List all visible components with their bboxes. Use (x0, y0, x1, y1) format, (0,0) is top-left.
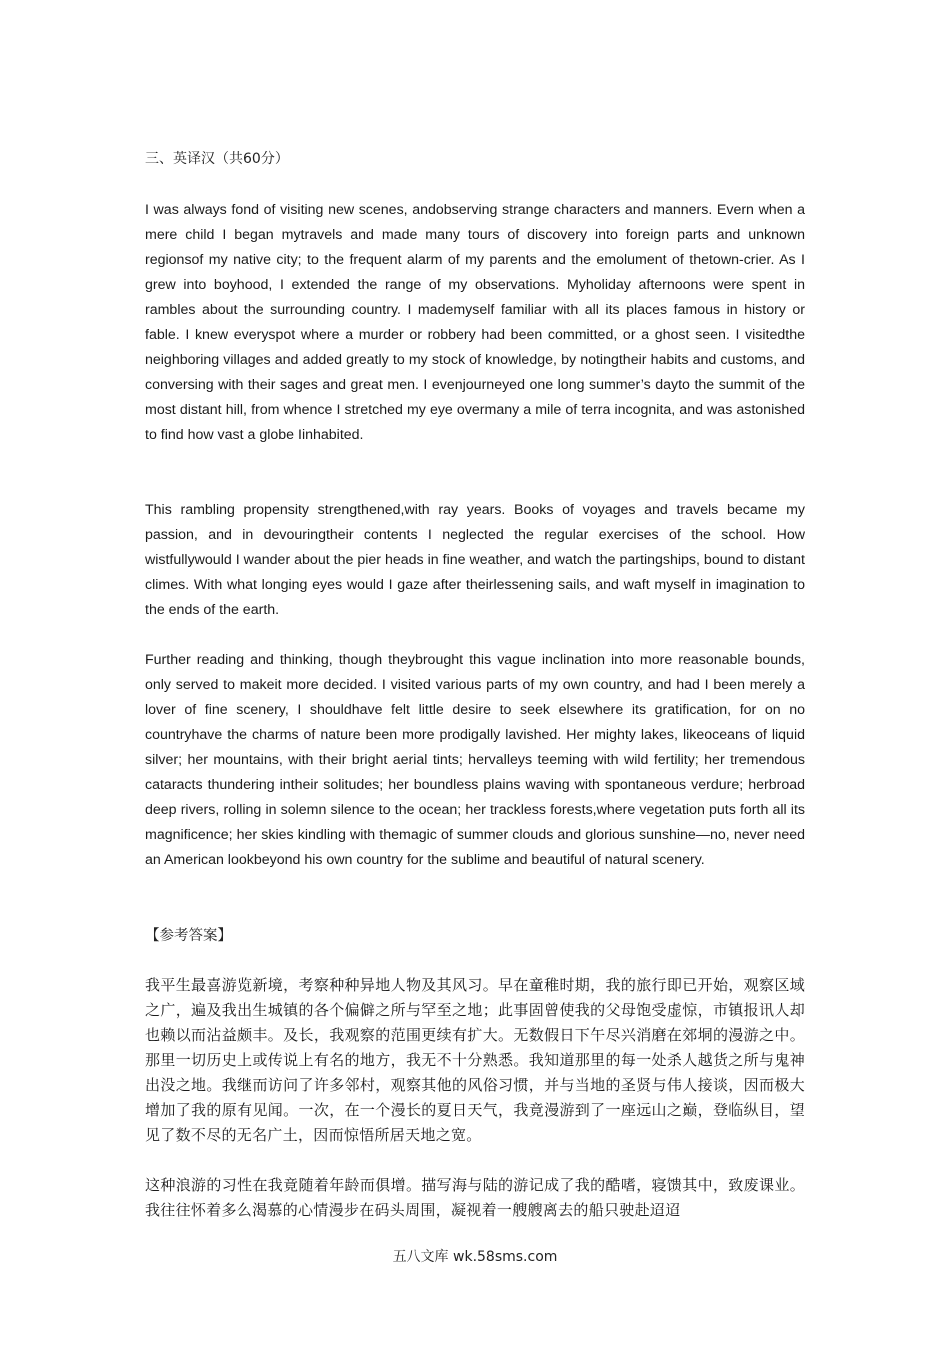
section-title: 三、英译汉（共60分） (145, 151, 289, 167)
english-paragraph-3: Further reading and thinking, though theybrought this vague inclination into more reasonable bounds, only served to makeit more decided. I visited various parts of my own country, and had I been merely a lover of fine scenery, I shouldhave felt little desire to seek elsewhere its gratification, for on no countryhave the charms of nature been more prodigally lavished. Her mighty lakes, likeoceans of liquid silver; her mountains, with their bright aerial tints; hervalleys teeming with wild fertility; her tremendous cataracts thundering intheir solitudes; her boundless plains waving with spontaneous verdure; herbroad deep rivers, rolling in solemn silence to the ocean; her trackless forests,where vegetation puts forth all its magnificence; her skies kindling with themagic of summer clouds and glorious sunshine—no, never need an American lookbeyond his own country for the sublime and beautiful of natural scenery. (145, 652, 805, 868)
footer-watermark: 五八文库 wk.58sms.com (392, 1249, 558, 1265)
answer-paragraph-1: 我平生最喜游览新境，考察种种异地人物及其风习。早在童稚时期，我的旅行即已开始，观察区域之广，遍及我出生城镇的各个偏僻之所与罕至之地；此事固曾使我的父母饱受虚惊，市镇报讯人却也赖以而沾益颇丰。及长，我观察的范围更续有扩大。无数假日下午尽兴消磨在郊垌的漫游之中。那里一切历史上或传说上有名的地方，我无不十分熟悉。我知道那里的每一处杀人越货之所与鬼神出没之地。我继而访问了许多邻村，观察其他的风俗习惯，并与当地的圣贤与伟人接谈，因而极大增加了我的原有见闻。一次，在一个漫长的夏日天气，我竟漫游到了一座远山之巅，登临纵目，望见了数不尽的无名广土，因而惊悟所居天地之宽。 (145, 976, 805, 1144)
answer-heading: 【参考答案】 (145, 928, 232, 944)
answer-paragraph-2: 这种浪游的习性在我竟随着年龄而俱增。描写海与陆的游记成了我的酷嗜，寝馈其中，致废课业。我往往怀着多么渴慕的心情漫步在码头周围，凝视着一艘艘离去的船只驶赴迢迢 (145, 1176, 805, 1219)
english-paragraph-2: This rambling propensity strengthened,with ray years. Books of voyages and travels became my passion, and in devouringtheir contents I neglected the regular exercises of the school. How wistfullywould I wander about the pier heads in fine weather, and watch the partingships, bound to distant climes. With what longing eyes would I gaze after theirlessening sails, and waft myself in imagination to the ends of the earth. (145, 502, 805, 618)
english-paragraph-1: I was always fond of visiting new scenes, andobserving strange characters and manners. Evern when a mere child I began mytravels and made many tours of discovery into foreign parts and unknown regionsof my native city; to the frequent alarm of my parents and the emolument of thetown-crier. As I grew into boyhood, I extended the range of my observations. Myholiday afternoons were spent in rambles about the surrounding country. I mademyself familiar with all its places famous in history or fable. I knew everyspot where a murder or robbery had been committed, or a ghost seen. I visitedthe neighboring villages and added greatly to my stock of knowledge, by notingtheir habits and customs, and conversing with their sages and great men. I evenjourneyed one long summer’s dayto the summit of the most distant hill, from whence I stretched my eye overmany a mile of terra incognita, and was astonished to find how vast a globe Iinhabited. (145, 202, 805, 443)
